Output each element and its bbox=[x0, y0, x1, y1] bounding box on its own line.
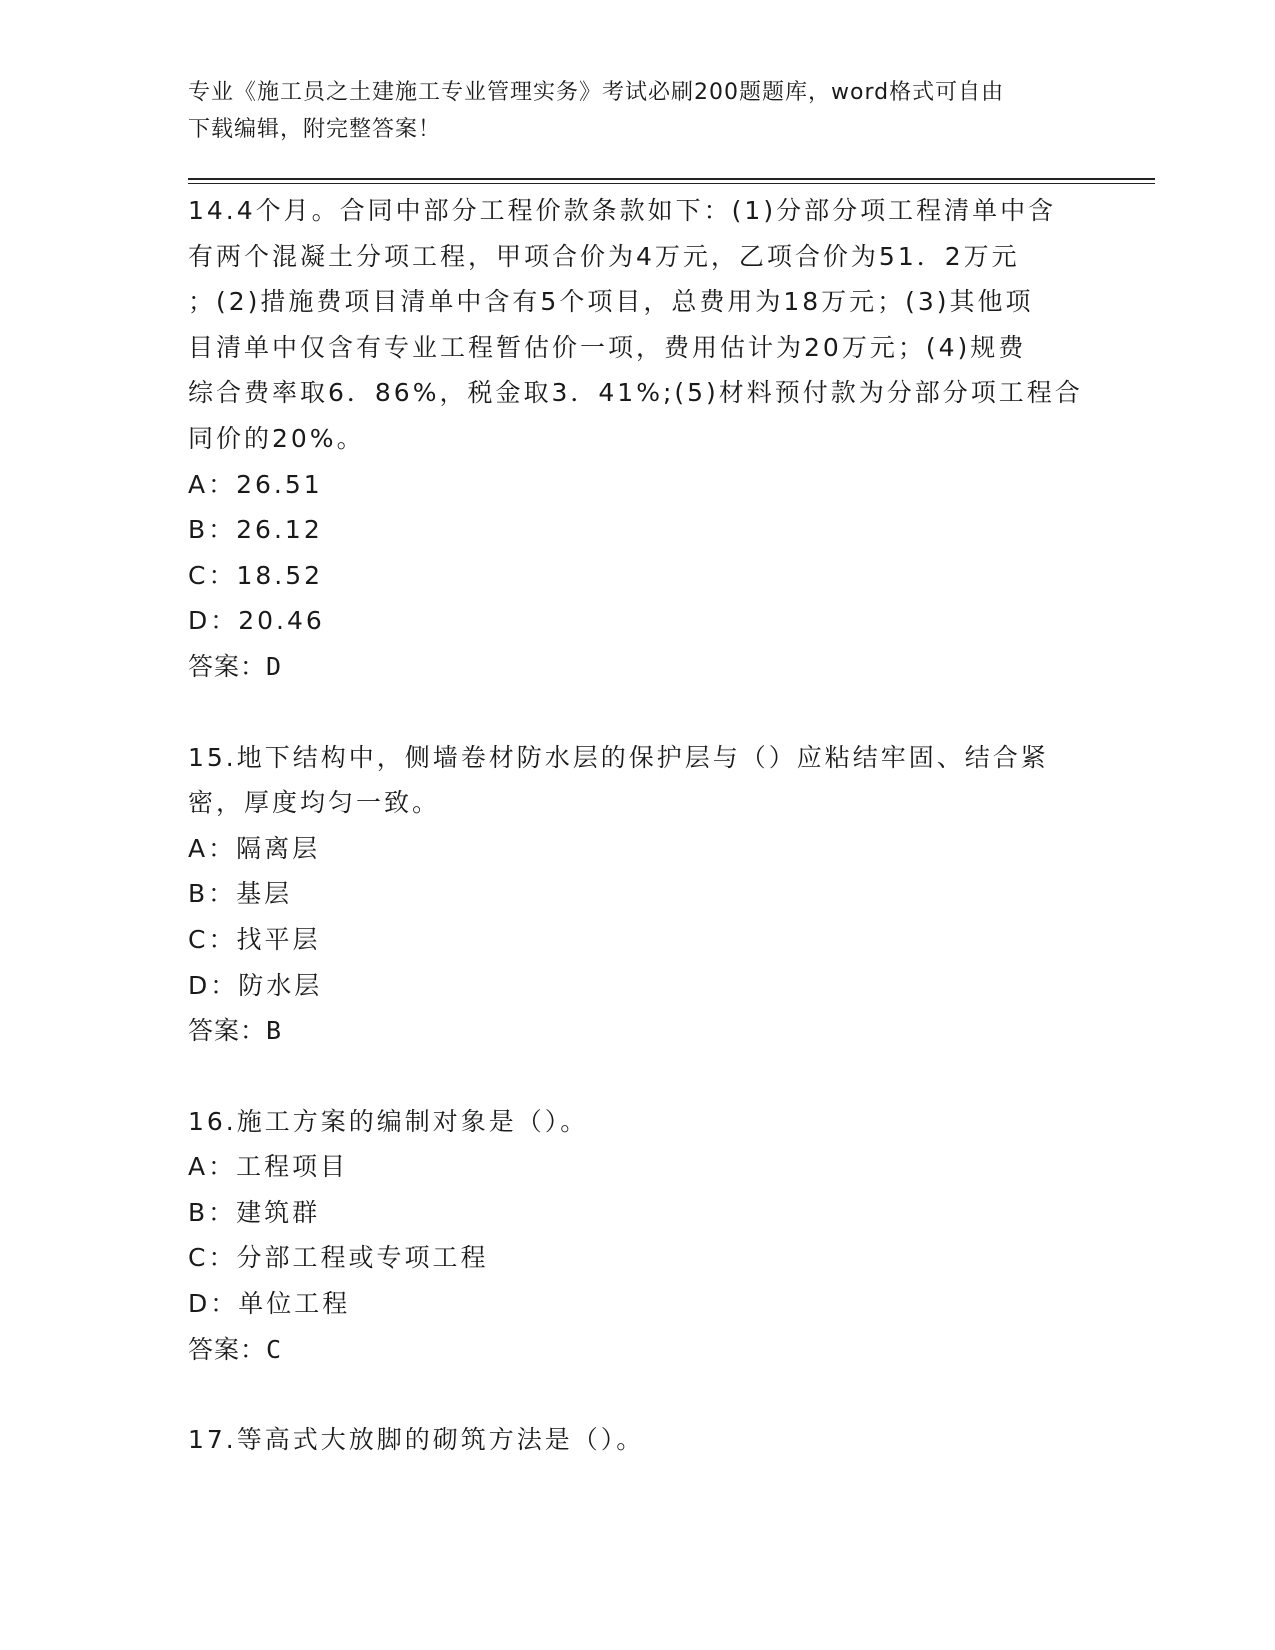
option-b: B：26.12 bbox=[188, 515, 323, 545]
option-c: C：18.52 bbox=[188, 560, 324, 590]
question-text-line: 目清单中仅含有专业工程暂估价一项，费用估计为20万元；(4)规费 bbox=[188, 332, 1027, 362]
question-text-line: 17.等高式大放脚的砌筑方法是（）。 bbox=[188, 1425, 645, 1455]
question-list bbox=[188, 188, 1088, 1463]
header-divider-thin bbox=[188, 183, 1155, 184]
answer-line: 答案：D bbox=[188, 651, 283, 681]
question-text-line: 14.4个月。合同中部分工程价款条款如下：(1)分部分项工程清单中含 bbox=[188, 196, 1057, 225]
option-d: D：单位工程 bbox=[188, 1289, 351, 1319]
header-divider-thick bbox=[188, 178, 1155, 180]
option-a: A：26.51 bbox=[188, 469, 323, 499]
option-a: A：隔离层 bbox=[188, 833, 321, 863]
question-text-line: 15.地下结构中，侧墙卷材防水层的保护层与（）应粘结牢固、结合紧 bbox=[188, 742, 1049, 772]
option-a: A：工程项目 bbox=[188, 1152, 349, 1182]
option-d: D：防水层 bbox=[188, 970, 323, 1000]
question-text-line: 综合费率取6．86%，税金取3．41%;(5)材料预付款为分部分项工程合 bbox=[188, 378, 1083, 408]
question-16 bbox=[188, 1099, 1088, 1373]
document-header bbox=[188, 74, 1088, 148]
question-17 bbox=[188, 1417, 1088, 1463]
header-line-2: 下载编辑，附完整答案！ bbox=[188, 117, 442, 142]
answer-line: 答案：B bbox=[188, 1016, 283, 1046]
question-14 bbox=[188, 188, 1088, 690]
question-15 bbox=[188, 735, 1088, 1054]
option-d: D：20.46 bbox=[188, 606, 325, 636]
question-text-line: 密，厚度均匀一致。 bbox=[188, 788, 441, 818]
question-text-line: 16.施工方案的编制对象是（）。 bbox=[188, 1106, 589, 1136]
option-b: B：建筑群 bbox=[188, 1197, 321, 1227]
option-c: C：分部工程或专项工程 bbox=[188, 1243, 489, 1273]
question-text-line: 同价的20%。 bbox=[188, 423, 365, 453]
header-line-1: 专业《施工员之土建施工专业管理实务》考试必刷200题题库，word格式可自由 bbox=[188, 80, 1005, 105]
answer-line: 答案：C bbox=[188, 1334, 283, 1364]
question-text-line: 有两个混凝土分项工程，甲项合价为4万元，乙项合价为51．2万元 bbox=[188, 241, 1020, 271]
option-b: B：基层 bbox=[188, 879, 293, 909]
question-text-line: ；(2)措施费项目清单中含有5个项目，总费用为18万元；(3)其他项 bbox=[188, 287, 1034, 317]
option-c: C：找平层 bbox=[188, 924, 321, 954]
